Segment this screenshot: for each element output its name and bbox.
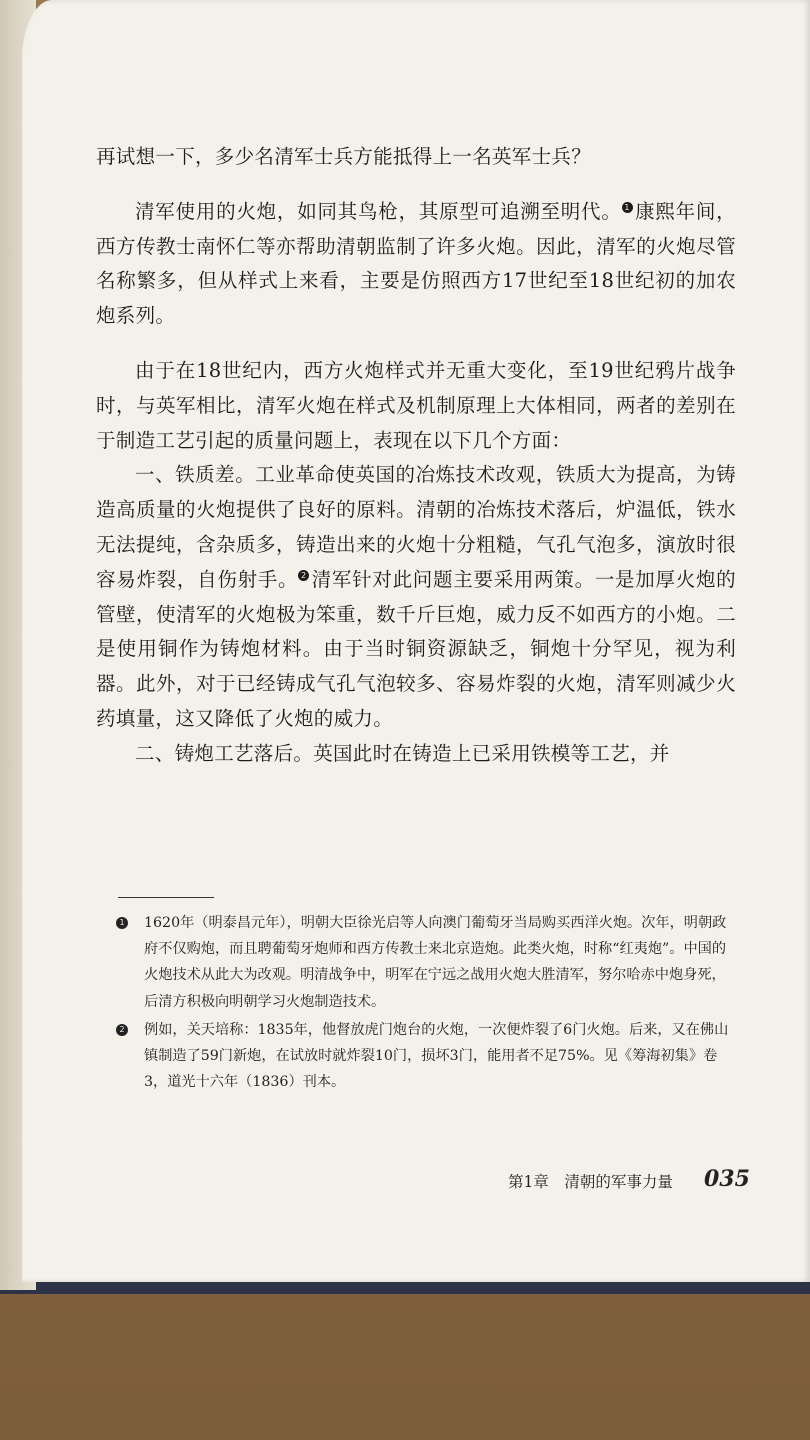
paragraph-2 xyxy=(96,195,736,334)
paragraph-4-text-b: 清军针对此问题主要采用两策。一是加厚火炮的管壁，使清军的火炮极为笨重，数千斤巨炮，威力反不如西方的小炮。二是使用铜作为铸炮材料。由于当时铜资源缺乏，铜炮十分罕见，视为利器。此外，对于已经铸成气孔气泡较多、容易炸裂的火炮，清军则减少火药填量，这又降低了火炮的威力。 xyxy=(96,567,736,730)
footnote-ref-2: 2 xyxy=(298,570,309,581)
footnote-2 xyxy=(116,1017,736,1096)
page-number: 035 xyxy=(704,1166,750,1192)
footnote-2-text: 例如，关天培称：1835年，他督放虎门炮台的火炮，一次便炸裂了6门火炮。后来，又在佛山镇制造了59门新炮，在试放时就炸裂10门，损坏3门，能用者不足75%。见《筹海初集》卷3，道光十六年（1836）刊本。 xyxy=(144,1021,729,1091)
footnote-1-marker: 1 xyxy=(116,917,128,929)
running-chapter-title: 第1章 清朝的军事力量 xyxy=(508,1173,673,1191)
footnote-2-marker: 2 xyxy=(116,1024,128,1036)
paragraph-4-text-a: 一、铁质差。工业革命使英国的冶炼技术改观，铁质大为提高，为铸造高质量的火炮提供了良好的原料。清朝的冶炼技术落后，炉温低，铁水无法提纯，含杂质多，铸造出来的火炮十分粗糙，气孔气泡多，演放时很容易炸裂，自伤射手。 xyxy=(96,463,736,591)
paragraph-3: 由于在18世纪内，西方火炮样式并无重大变化，至19世纪鸦片战争时，与英军相比，清军火炮在样式及机制原理上大体相同，两者的差别在于制造工艺引起的质量问题上，表现在以下几个方面： xyxy=(96,358,736,452)
footnote-1-text: 1620年（明泰昌元年），明朝大臣徐光启等人向澳门葡萄牙当局购买西洋火炮。次年，明朝政府不仅购炮，而且聘葡萄牙炮师和西方传教士来北京造炮。此类火炮，时称“红夷炮”。中国的火炮技术从此大为改观。明清战争中，明军在宁远之战用火炮大胜清军，努尔哈赤中炮身死，后清方积极向明朝学习火炮制造技术。 xyxy=(144,915,727,1010)
footnote-1 xyxy=(116,910,736,1015)
paragraph-2-text-b: 康熙年间，西方传教士南怀仁等亦帮助清朝监制了许多火炮。因此，清军的火炮尽管名称繁多，但从样式上来看，主要是仿照西方17世纪至18世纪初的加农炮系列。 xyxy=(96,199,736,328)
main-text xyxy=(96,140,736,772)
page-footer xyxy=(508,1166,748,1196)
paragraph-5: 二、铸炮工艺落后。英国此时在铸造上已采用铁模等工艺，并 xyxy=(135,741,670,765)
paragraph-1: 再试想一下，多少名清军士兵方能抵得上一名英军士兵？ xyxy=(96,145,592,168)
paragraph-2-text-a: 清军使用的火炮，如同其鸟枪，其原型可追溯至明代。 xyxy=(135,199,622,223)
paragraph-4 xyxy=(96,458,736,736)
footnote-ref-1: 1 xyxy=(622,202,633,213)
footnote-divider xyxy=(118,897,214,898)
footnotes xyxy=(116,910,736,1097)
